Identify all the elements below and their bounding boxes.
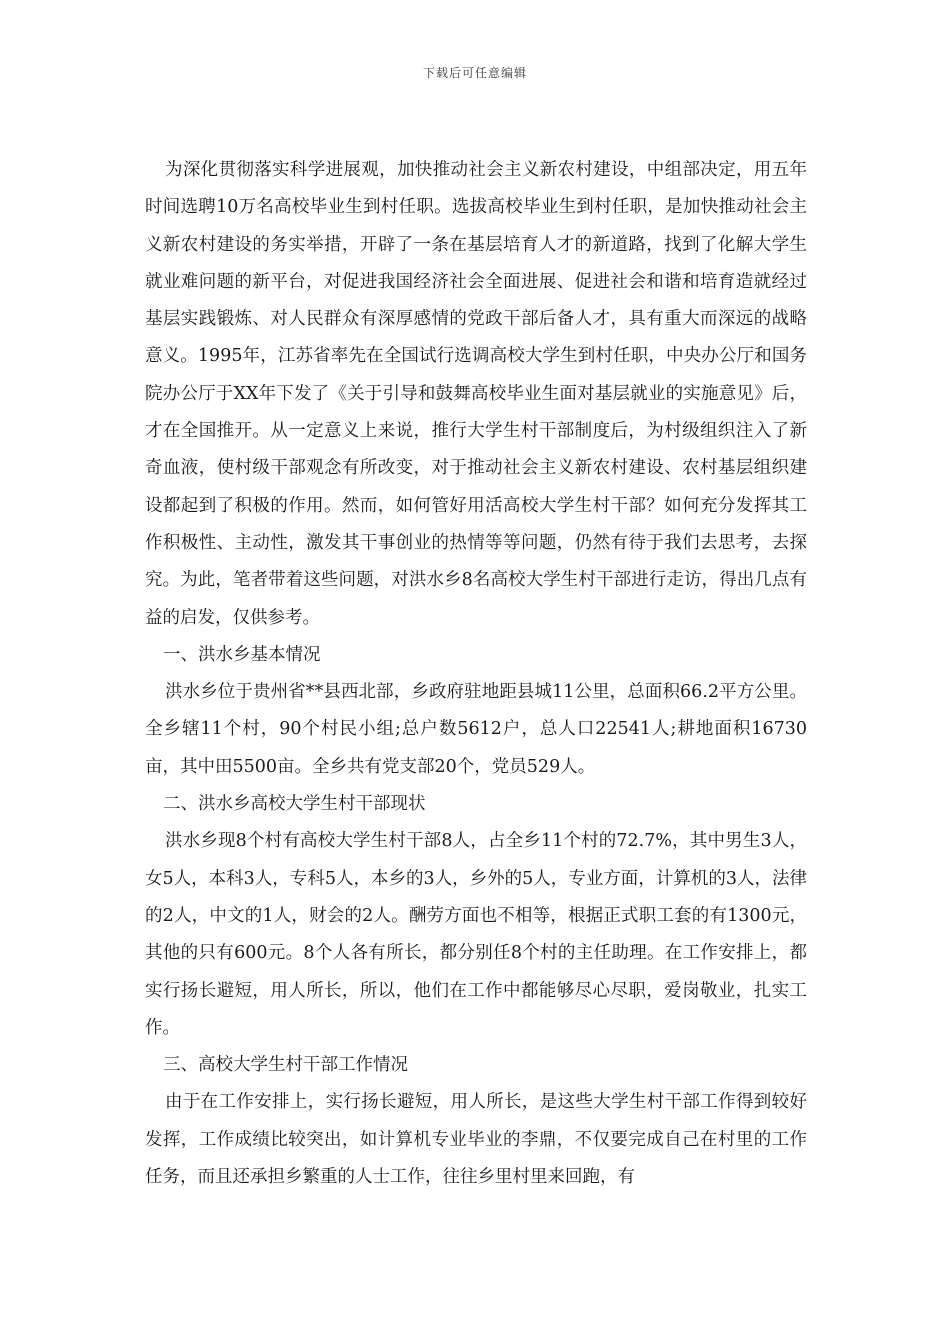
section-heading-basic-info: 一、洪水乡基本情况	[163, 644, 321, 665]
section-heading-work-situation: 三、高校大学生村干部工作情况	[163, 1055, 408, 1076]
intro-paragraph: 为深化贯彻落实科学进展观，加快推动社会主义新农村建设，中组部决定，用五年时间选聘10万名高校毕业生到村任职。选拔高校毕业生到村任职，是加快推动社会主义新农村建设的务实举措，开辟了一条在基层培育人才的新道路，找到了化解大学生就业难问题的新平台，对促进我国经济社会全面进展、促进社会和谐和培育造就经过基层实践锻炼、对人民群众有深厚感情的党政干部后备人才，具有重大而深远的战略意义。1995年，江苏省率先在全国试行选调高校大学生到村任职，中央办公厅和国务院办公厅于XX年下发了《关于引导和鼓舞高校毕业生面对基层就业的实施意见》后，才在全国推开。从一定意义上来说，推行大学生村干部制度后，为村级组织注入了新奇血液，使村级干部观念有所改变，对于推动社会主义新农村建设、农村基层组织建设都起到了积极的作用。然而，如何管好用活高校大学生村干部？如何充分发挥其工作积极性、主动性，激发其干事创业的热情等等问题，仍然有待于我们去思考，去探究。为此，笔者带着这些问题，对洪水乡8名高校大学生村干部进行走访，得出几点有益的启发，仅供参考。	[145, 160, 807, 628]
basic-info-paragraph: 洪水乡位于贵州省**县西北部，乡政府驻地距县城11公里，总面积66.2平方公里。全乡辖11个村，90个村民小组;总户数5612户，总人口22541人;耕地面积16730亩，其中田5500亩。全乡共有党支部20个，党员529人。	[145, 682, 807, 777]
current-status-paragraph: 洪水乡现8个村有高校大学生村干部8人，占全乡11个村的72.7%，其中男生3人，女5人，本科3人，专科5人，本乡的3人，乡外的5人，专业方面，计算机的3人，法律的2人，中文的1人，财会的2人。酬劳方面也不相等，根据正式职工套的有1300元，其他的只有600元。8个人各有所长，都分别任8个村的主任助理。在工作安排上，都实行扬长避短，用人所长，所以，他们在工作中都能够尽心尽职，爱岗敬业，扎实工作。	[145, 831, 807, 1038]
document-body	[145, 152, 807, 1196]
work-situation-paragraph: 由于在工作安排上，实行扬长避短，用人所长，是这些大学生村干部工作得到较好发挥，工作成绩比较突出，如计算机专业毕业的李鼎，不仅要完成自己在村里的工作任务，而且还承担乡繁重的人士工作，往往乡里村里来回跑，有	[145, 1092, 807, 1188]
page-header: 下载后可任意编辑	[422, 66, 527, 80]
section-heading-current-status: 二、洪水乡高校大学生村干部现状	[163, 794, 426, 815]
